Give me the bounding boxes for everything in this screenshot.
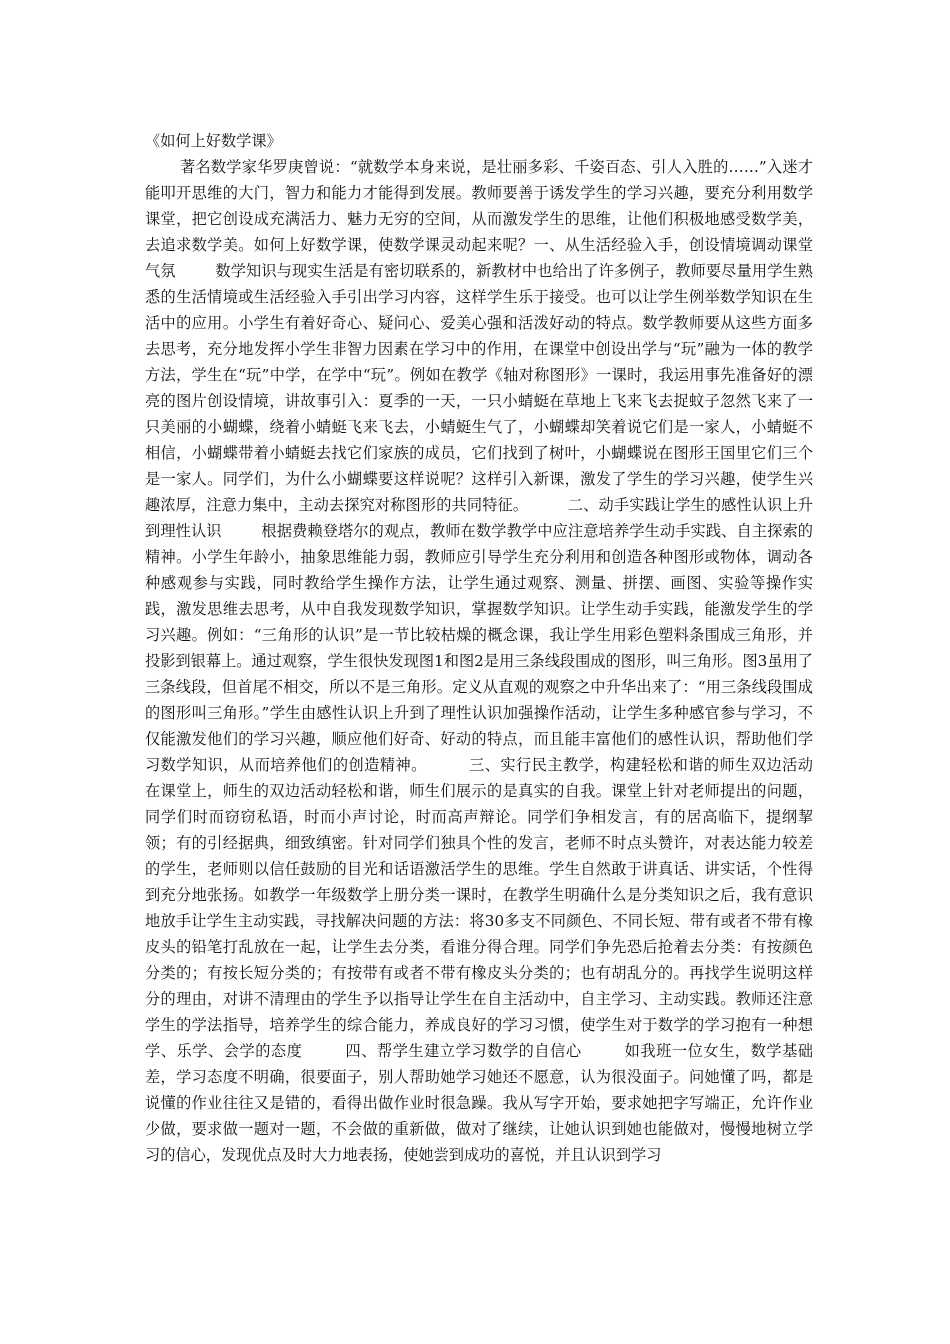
document-title: 《如何上好数学课》 xyxy=(145,132,282,150)
document-body: 著名数学家华罗庚曾说：“就数学本身来说，是壮丽多彩、千姿百态、引人入胜的……”入迷才能叩开思维的大门，智力和能力才能得到发展。教师要善于诱发学生的学习兴趣，要充分利用数学课堂，把它创设成充满活力、魅力无穷的空间，从而激发学生的思维，让他们积极地感受数学美，去追求数学美。如何上好数学课，使数学课灵动起来呢？一、从生活经验入手，创设情境调动课堂气氛 数学知识与现实生活是有密切联系的，新教材中也给出了许多例子，教师要尽量用学生熟悉的生活情境或生活经验入手引出学习内容，这样学生乐于接受。也可以让学生例举数学知识在生活中的应用。小学生有着好奇心、疑问心、爱美心强和活泼好动的特点。数学教师要从这些方面多去思考，充分地发挥小学生非智力因素在学习中的作用，在课堂中创设出学与“玩”融为一体的教学方法，学生在“玩”中学，在学中“玩”。例如在教学《轴对称图形》一课时，我运用事先准备好的漂亮的图片创设情境，讲故事引入：夏季的一天，一只小蜻蜓在草地上飞来飞去捉蚊子忽然飞来了一只美丽的小蝴蝶，绕着小蜻蜓飞来飞去，小蜻蜓生气了，小蝴蝶却笑着说它们是一家人，小蜻蜓不相信，小蝴蝶带着小蜻蜓去找它们家族的成员，它们找到了树叶，小蝴蝶说在图形王国里它们三个是一家人。同学们，为什么小蝴蝶要这样说呢？这样引入新课，激发了学生的学习兴趣，使学生兴趣浓厚，注意力集中，主动去探究对称图形的共同特征。 二、动手实践让学生的感性认识上升到理性认识 根据费赖登塔尔的观点，教师在数学教学中应注意培养学生动手实践、自主探索的精神。小学生年龄小，抽象思维能力弱，教师应引导学生充分利用和创造各种图形或物体，调动各种感观参与实践，同时教给学生操作方法，让学生通过观察、测量、拼摆、画图、实验等操作实践，激发思维去思考，从中自我发现数学知识，掌握数学知识。让学生动手实践，能激发学生的学习兴趣。例如：“三角形的认识”是一节比较枯燥的概念课，我让学生用彩色塑料条围成三角形，并投影到银幕上。通过观察，学生很快发现图1和图2是用三条线段围成的图形，叫三角形。图3虽用了三条线段，但首尾不相交，所以不是三角形。定义从直观的观察之中升华出来了：“用三条线段围成的图形叫三角形。”学生由感性认识上升到了理性认识加强操作活动，让学生多种感官参与学习，不仅能激发他们的学习兴趣，顺应他们好奇、好动的特点，而且能丰富他们的感性认识，帮助他们学习数学知识，从而培养他们的创造精神。 三、实行民主教学，构建轻松和谐的师生双边活动 在课堂上，师生的双边活动轻松和谐，师生们展示的是真实的自我。课堂上针对老师提出的问题，同学们时而窃窃私语，时而小声讨论，时而高声辩论。同学们争相发言，有的居高临下，提纲挈领；有的引经据典，细致缜密。针对同学们独具个性的发言，老师不时点头赞许，对表达能力较差的学生，老师则以信任鼓励的目光和话语激活学生的思维。学生自然敢于讲真话、讲实话，个性得到充分地张扬。如教学一年级数学上册分类一课时，在教学生明确什么是分类知识之后，我有意识地放手让学生主动实践，寻找解决问题的方法：将30多支不同颜色、不同长短、带有或者不带有橡皮头的铅笔打乱放在一起，让学生去分类，看谁分得合理。同学们争先恐后抢着去分类：有按颜色分类的；有按长短分类的；有按带有或者不带有橡皮头分类的；也有胡乱分的。再找学生说明这样分的理由，对讲不清理由的学生予以指导让学生在自主活动中，自主学习、主动实践。教师还注意学生的学法指导，培养学生的综合能力，养成良好的学习习惯，使学生对于数学的学习抱有一种想学、乐学、会学的态度 四、帮学生建立学习数学的自信心 如我班一位女生，数学基础差，学习态度不明确，很要面子，别人帮助她学习她还不愿意，认为很没面子。问她懂了吗，都是说懂的作业往往又是错的，看得出做作业时很急躁。我从写字开始，要求她把字写端正，允许作业少做，要求做一题对一题，不会做的重新做，做对了继续，让她认识到她也能做对，慢慢地树立学习的信心，发现优点及时大力地表扬，使她尝到成功的喜悦，并且认识到学习 xyxy=(145,158,852,1164)
document-page xyxy=(145,128,852,1168)
